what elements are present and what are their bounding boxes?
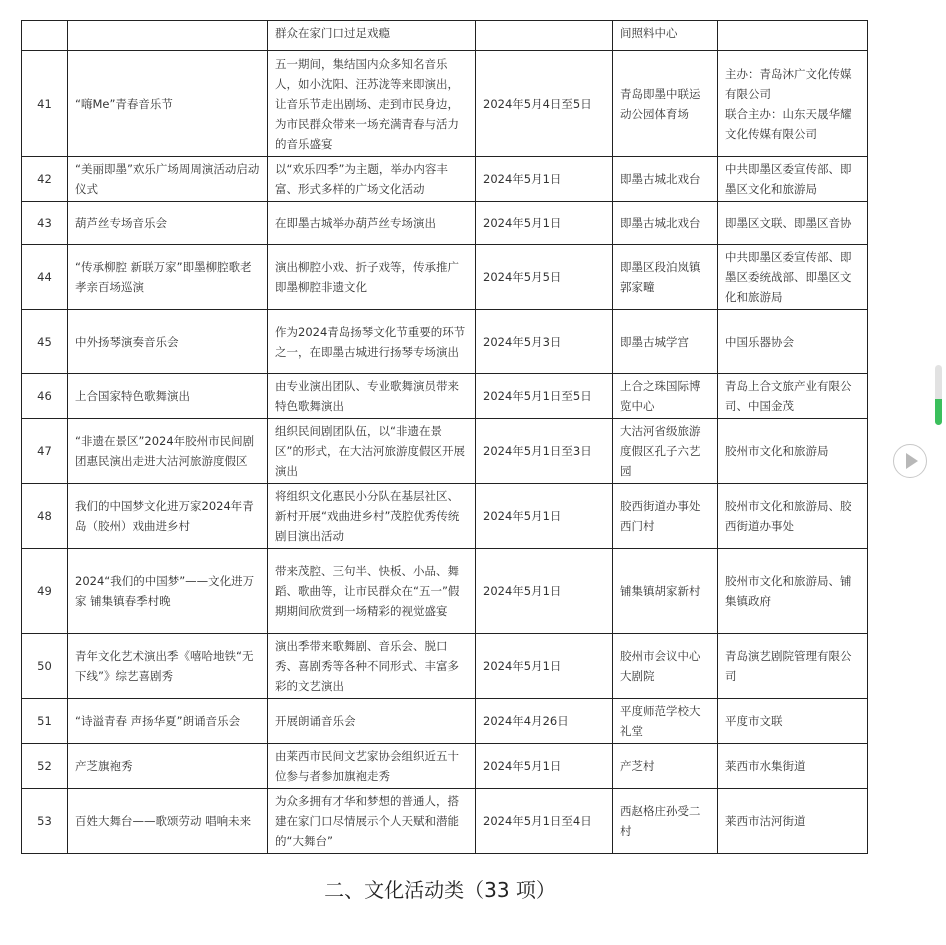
cell-date: 2024年5月3日 bbox=[476, 310, 613, 374]
cell-content: 群众在家门口过足戏瘾 bbox=[268, 21, 476, 51]
cell-organizer: 即墨区文联、即墨区音协 bbox=[718, 202, 868, 245]
cell-name: 百姓大舞台——歌颂劳动 唱响未来 bbox=[68, 789, 268, 854]
cell-venue: 产芝村 bbox=[613, 744, 718, 789]
cell-content: 带来茂腔、三句半、快板、小品、舞蹈、歌曲等，让市民群众在“五一”假期期间欣赏到一场精彩的视觉盛宴 bbox=[268, 549, 476, 634]
cell-no: 49 bbox=[22, 549, 68, 634]
cell-name: “诗溢青春 声扬华夏”朗诵音乐会 bbox=[68, 699, 268, 744]
cell-venue: 铺集镇胡家新村 bbox=[613, 549, 718, 634]
cell-name: 我们的中国梦文化进万家2024年青岛（胶州）戏曲进乡村 bbox=[68, 484, 268, 549]
cell-date: 2024年5月4日至5日 bbox=[476, 51, 613, 157]
cell-content: 作为2024青岛扬琴文化节重要的环节之一，在即墨古城进行扬琴专场演出 bbox=[268, 310, 476, 374]
cell-organizer: 青岛演艺剧院管理有限公司 bbox=[718, 634, 868, 699]
cell-no: 43 bbox=[22, 202, 68, 245]
cell-no: 47 bbox=[22, 419, 68, 484]
cell-name: 上合国家特色歌舞演出 bbox=[68, 374, 268, 419]
cell-organizer: 平度市文联 bbox=[718, 699, 868, 744]
cell-organizer: 青岛上合文旅产业有限公司、中国金茂 bbox=[718, 374, 868, 419]
cell-content: 演出柳腔小戏、折子戏等，传承推广即墨柳腔非遗文化 bbox=[268, 245, 476, 310]
cell-date: 2024年4月26日 bbox=[476, 699, 613, 744]
cell-content: 组织民间剧团队伍，以“非遗在景区”的形式，在大沽河旅游度假区开展演出 bbox=[268, 419, 476, 484]
cell-date: 2024年5月1日至5日 bbox=[476, 374, 613, 419]
cell-organizer bbox=[718, 21, 868, 51]
cell-name: 2024“我们的中国梦”——文化进万家 铺集镇春季村晚 bbox=[68, 549, 268, 634]
cell-venue: 大沽河省级旅游度假区孔子六艺园 bbox=[613, 419, 718, 484]
cell-date: 2024年5月1日 bbox=[476, 549, 613, 634]
cell-no: 51 bbox=[22, 699, 68, 744]
cell-content: 五一期间，集结国内众多知名音乐人，如小沈阳、汪苏泷等来即演出，让音乐节走出剧场、走到市民身边，为市民群众带来一场充满青春与活力的音乐盛宴 bbox=[268, 51, 476, 157]
table-row bbox=[22, 699, 868, 744]
cell-no: 53 bbox=[22, 789, 68, 854]
cell-date: 2024年5月1日 bbox=[476, 744, 613, 789]
cell-content: 演出季带来歌舞剧、音乐会、脱口秀、喜剧秀等各种不同形式、丰富多彩的文艺演出 bbox=[268, 634, 476, 699]
cell-venue: 即墨区段泊岚镇郭家疃 bbox=[613, 245, 718, 310]
cell-content: 由莱西市民间文艺家协会组织近五十位参与者参加旗袍走秀 bbox=[268, 744, 476, 789]
cell-name: “美丽即墨”欢乐广场周周演活动启动仪式 bbox=[68, 157, 268, 202]
cell-date: 2024年5月1日至4日 bbox=[476, 789, 613, 854]
cell-organizer: 莱西市水集街道 bbox=[718, 744, 868, 789]
cell-date: 2024年5月5日 bbox=[476, 245, 613, 310]
cell-no bbox=[22, 21, 68, 51]
table-row bbox=[22, 245, 868, 310]
cell-no: 52 bbox=[22, 744, 68, 789]
table-row bbox=[22, 744, 868, 789]
cell-name: “非遗在景区”2024年胶州市民间剧团惠民演出走进大沽河旅游度假区 bbox=[68, 419, 268, 484]
cell-name: “嗨Me”青春音乐节 bbox=[68, 51, 268, 157]
cell-content: 由专业演出团队、专业歌舞演员带来特色歌舞演出 bbox=[268, 374, 476, 419]
cell-content: 在即墨古城举办葫芦丝专场演出 bbox=[268, 202, 476, 245]
cell-name: 青年文化艺术演出季《嘻哈地铁“无下线”》综艺喜剧秀 bbox=[68, 634, 268, 699]
cell-no: 46 bbox=[22, 374, 68, 419]
cell-venue: 胶州市会议中心大剧院 bbox=[613, 634, 718, 699]
cell-date: 2024年5月1日 bbox=[476, 484, 613, 549]
cell-date: 2024年5月1日至3日 bbox=[476, 419, 613, 484]
section-title: 二、文化活动类（33 项） bbox=[324, 878, 556, 902]
table-row bbox=[22, 789, 868, 854]
events-table bbox=[21, 20, 868, 854]
scrollbar-thumb[interactable] bbox=[935, 399, 942, 425]
table-row bbox=[22, 310, 868, 374]
scrollbar[interactable] bbox=[935, 365, 942, 425]
table-row bbox=[22, 157, 868, 202]
table-row bbox=[22, 549, 868, 634]
cell-name: 葫芦丝专场音乐会 bbox=[68, 202, 268, 245]
cell-venue: 平度师范学校大礼堂 bbox=[613, 699, 718, 744]
cell-organizer: 胶州市文化和旅游局、胶西街道办事处 bbox=[718, 484, 868, 549]
cell-venue: 青岛即墨中联运动公园体育场 bbox=[613, 51, 718, 157]
cell-venue: 西赵格庄孙受二村 bbox=[613, 789, 718, 854]
cell-content: 开展朗诵音乐会 bbox=[268, 699, 476, 744]
cell-no: 45 bbox=[22, 310, 68, 374]
cell-content: 将组织文化惠民小分队在基层社区、新村开展“戏曲进乡村”茂腔优秀传统剧目演出活动 bbox=[268, 484, 476, 549]
play-icon bbox=[906, 453, 918, 469]
cell-date bbox=[476, 21, 613, 51]
table-row bbox=[22, 51, 868, 157]
cell-date: 2024年5月1日 bbox=[476, 202, 613, 245]
table-row bbox=[22, 419, 868, 484]
table-row bbox=[22, 484, 868, 549]
cell-no: 48 bbox=[22, 484, 68, 549]
cell-content: 为众多拥有才华和梦想的普通人，搭建在家门口尽情展示个人天赋和潜能的“大舞台” bbox=[268, 789, 476, 854]
cell-content: 以“欢乐四季”为主题，举办内容丰富、形式多样的广场文化活动 bbox=[268, 157, 476, 202]
cell-no: 44 bbox=[22, 245, 68, 310]
cell-organizer: 莱西市沽河街道 bbox=[718, 789, 868, 854]
cell-organizer: 中国乐器协会 bbox=[718, 310, 868, 374]
cell-organizer: 胶州市文化和旅游局 bbox=[718, 419, 868, 484]
cell-organizer: 中共即墨区委宣传部、即墨区委统战部、即墨区文化和旅游局 bbox=[718, 245, 868, 310]
cell-venue: 间照料中心 bbox=[613, 21, 718, 51]
cell-organizer: 中共即墨区委宣传部、即墨区文化和旅游局 bbox=[718, 157, 868, 202]
cell-venue: 上合之珠国际博览中心 bbox=[613, 374, 718, 419]
cell-no: 41 bbox=[22, 51, 68, 157]
cell-venue: 胶西街道办事处西门村 bbox=[613, 484, 718, 549]
table-row bbox=[22, 202, 868, 245]
cell-venue: 即墨古城北戏台 bbox=[613, 157, 718, 202]
table-row bbox=[22, 21, 868, 51]
cell-venue: 即墨古城学宫 bbox=[613, 310, 718, 374]
cell-no: 50 bbox=[22, 634, 68, 699]
cell-date: 2024年5月1日 bbox=[476, 157, 613, 202]
cell-no: 42 bbox=[22, 157, 68, 202]
cell-name: “传承柳腔 新联万家”即墨柳腔歌老孝亲百场巡演 bbox=[68, 245, 268, 310]
table-row bbox=[22, 374, 868, 419]
cell-venue: 即墨古城北戏台 bbox=[613, 202, 718, 245]
table-row bbox=[22, 634, 868, 699]
table-body bbox=[22, 21, 868, 854]
cell-name: 产芝旗袍秀 bbox=[68, 744, 268, 789]
play-button[interactable] bbox=[893, 444, 927, 478]
cell-name: 中外扬琴演奏音乐会 bbox=[68, 310, 268, 374]
cell-name bbox=[68, 21, 268, 51]
cell-date: 2024年5月1日 bbox=[476, 634, 613, 699]
cell-organizer: 主办：青岛沐广文化传媒有限公司 联合主办：山东天晟华耀文化传媒有限公司 bbox=[718, 51, 868, 157]
cell-organizer: 胶州市文化和旅游局、铺集镇政府 bbox=[718, 549, 868, 634]
